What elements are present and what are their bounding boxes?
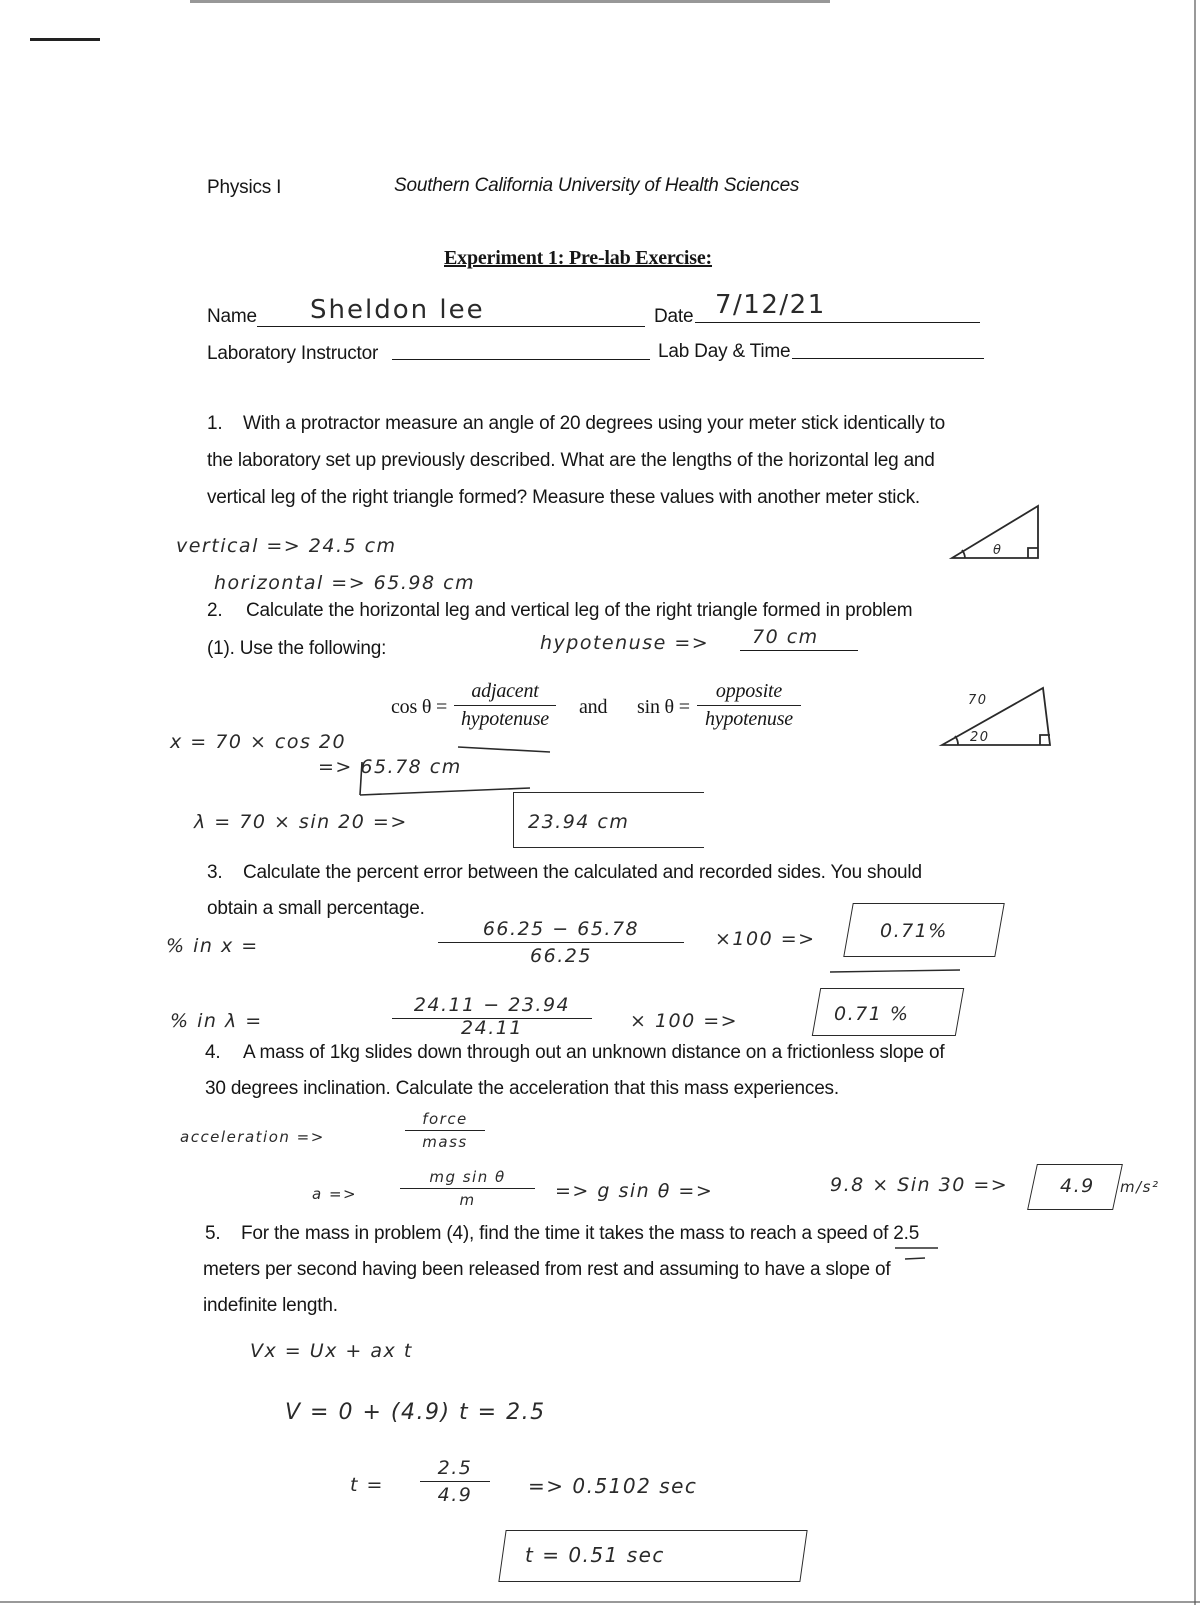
q5-eq1: Vx = Ux + ax t <box>250 1340 413 1362</box>
sin-lhs: sin θ = <box>637 696 690 718</box>
q3-row2-numerator: 24.11 − 23.94 <box>413 994 571 1016</box>
q1-answer-horizontal: horizontal => 65.98 cm <box>214 572 476 594</box>
q4-a-denominator: m <box>459 1191 476 1209</box>
q2-y-result: 23.94 cm <box>528 811 630 833</box>
q4-text-line1: A mass of 1kg slides down through out an unknown distance on a frictionless slope of <box>243 1042 945 1063</box>
q3-row1-numerator: 66.25 − 65.78 <box>482 918 640 940</box>
q2-triangle-hyp-label: 70 <box>968 693 988 708</box>
q4-a-lhs: a => <box>312 1185 358 1203</box>
q4-acceleration-lhs: acceleration => <box>180 1128 325 1146</box>
q2-text-line1: Calculate the horizontal leg and vertical leg of the right triangle formed in problem <box>246 600 913 621</box>
q4-a-calc: 9.8 × Sin 30 => <box>830 1174 1009 1196</box>
q1-text-line1: With a protractor measure an angle of 20 degrees using your meter stick identically to <box>243 413 945 434</box>
q3-row1-mult: ×100 => <box>715 928 816 950</box>
q3-text-line1: Calculate the percent error between the calculated and recorded sides. You should <box>243 862 922 883</box>
q3-row1-result: 0.71% <box>880 920 948 942</box>
page-title: Experiment 1: Pre-lab Exercise: <box>444 247 712 269</box>
q3-row2-mult: × 100 => <box>630 1010 739 1032</box>
q4-a-numerator: mg sin θ <box>429 1168 506 1186</box>
q1-number: 1. <box>207 413 223 434</box>
q3-row2-denominator: 24.11 <box>461 1017 523 1039</box>
q4-text-line2: 30 degrees inclination. Calculate the acceleration that this mass experiences. <box>205 1078 839 1099</box>
name-value: Sheldon lee <box>310 295 485 325</box>
q1-text-line3: vertical leg of the right triangle formed? Measure these values with another meter stick. <box>207 487 920 508</box>
q4-result-unit: m/s² <box>1120 1178 1160 1196</box>
q2-x-work: x = 70 × cos 20 <box>170 731 347 753</box>
q5-final-answer: t = 0.51 sec <box>525 1543 665 1567</box>
q5-text-line1: For the mass in problem (4), find the time it takes the mass to reach a speed of 2.5 <box>241 1223 920 1244</box>
q3-row1-lhs: % in x = <box>166 935 259 957</box>
course-name: Physics I <box>207 177 282 198</box>
q3-number: 3. <box>207 862 223 883</box>
q2-hypotenuse-value: 70 cm <box>752 626 819 648</box>
q3-row1-denominator: 66.25 <box>530 945 592 967</box>
lab-day-label: Lab Day & Time <box>658 341 791 362</box>
q5-eq3-numerator: 2.5 <box>437 1457 473 1479</box>
q4-number: 4. <box>205 1042 221 1063</box>
q4-a-middle: => g sin θ => <box>555 1180 714 1202</box>
q3-row2-lhs: % in λ = <box>170 1010 263 1032</box>
q2-triangle-angle-label: 20 <box>970 730 990 745</box>
q4-acc-numerator: force <box>422 1110 468 1128</box>
q3-text-line2: obtain a small percentage. <box>207 898 425 919</box>
q5-eq2: V = 0 + (4.9) t = 2.5 <box>285 1400 546 1425</box>
q2-text-line2: (1). Use the following: <box>207 638 387 659</box>
q2-hypotenuse-note: hypotenuse => <box>540 632 710 654</box>
q2-number: 2. <box>207 600 223 621</box>
q5-text-line2: meters per second having been released from rest and assuming to have a slope of <box>203 1259 891 1280</box>
instructor-label: Laboratory Instructor <box>207 343 379 364</box>
q2-y-work: λ = 70 × sin 20 => <box>194 811 408 833</box>
q2-x-result-bracket <box>360 747 550 795</box>
q1-answer-vertical: vertical => 24.5 cm <box>176 535 397 557</box>
cos-denominator: hypotenuse <box>461 708 549 730</box>
date-label: Date <box>654 306 694 327</box>
cos-numerator: adjacent <box>471 680 539 702</box>
q5-number: 5. <box>205 1223 221 1244</box>
sin-numerator: opposite <box>715 680 783 702</box>
q5-eq3-denominator: 4.9 <box>437 1484 473 1506</box>
and-text: and <box>579 696 608 718</box>
q3-underlines <box>830 970 960 972</box>
name-label: Name <box>207 306 257 327</box>
q2-triangle-sketch <box>942 688 1050 745</box>
q1-text-line2: the laboratory set up previously described. What are the lengths of the horizontal leg and <box>207 450 935 471</box>
q2-x-result: => 65.78 cm <box>318 756 462 778</box>
q5-underline-2-5 <box>895 1248 938 1259</box>
q5-text-line3: indefinite length. <box>203 1295 338 1316</box>
q1-triangle-angle: θ <box>993 543 1001 558</box>
q5-eq3-rhs: => 0.5102 sec <box>528 1474 698 1498</box>
q5-eq3-lhs: t = <box>350 1474 384 1496</box>
q4-acc-denominator: mass <box>422 1133 468 1151</box>
institution-name: Southern California University of Health Sciences <box>394 175 800 196</box>
date-value: 7/12/21 <box>715 290 826 320</box>
q4-result: 4.9 <box>1060 1175 1095 1197</box>
sin-denominator: hypotenuse <box>705 708 793 730</box>
cos-lhs: cos θ = <box>391 696 448 718</box>
q3-row2-result: 0.71 % <box>834 1003 910 1025</box>
